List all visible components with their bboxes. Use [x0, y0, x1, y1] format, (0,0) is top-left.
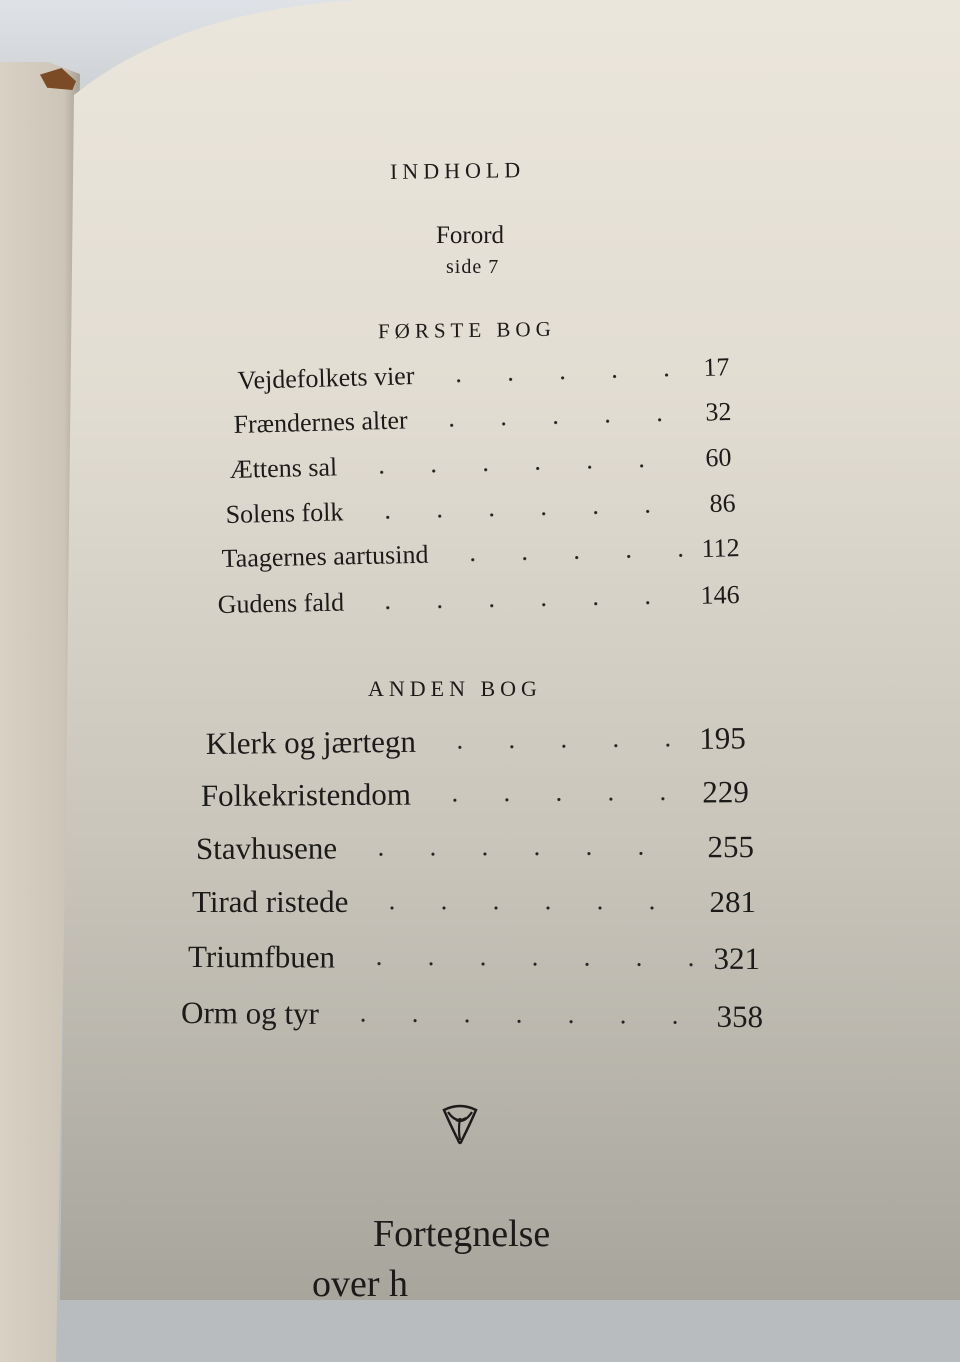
dot-leader: [434, 743, 681, 750]
chapter-page: 195: [699, 720, 746, 756]
chapter-title: Klerk og jærtegn: [205, 723, 417, 762]
footer-partial-line: over h: [312, 1263, 409, 1305]
chapter-page: 17: [702, 352, 730, 382]
chapter-page: 229: [702, 774, 749, 810]
chapter-title: Triumfbuen: [188, 939, 336, 975]
chapter-page: 60: [705, 442, 732, 473]
toc-entry[interactable]: [196, 829, 754, 867]
book-2-title: ANDEN BOG: [368, 676, 542, 701]
chapter-page: 146: [700, 579, 740, 610]
chapter-page: 281: [709, 884, 756, 919]
chapter-title: Stavhusene: [195, 830, 338, 866]
toc-entry[interactable]: [206, 720, 746, 762]
footer-title: Fortegnelse: [373, 1213, 551, 1255]
dot-leader: [433, 372, 686, 383]
right-page: [60, 0, 960, 1300]
toc-entry[interactable]: [201, 774, 749, 814]
foreword-page: side 7: [446, 256, 500, 278]
dot-leader: [361, 508, 691, 519]
chapter-page: 321: [713, 940, 761, 976]
chapter-title: Orm og tyr: [181, 995, 320, 1031]
dot-leader: [429, 797, 684, 803]
toc-entry[interactable]: [192, 884, 756, 920]
chapter-page: 112: [701, 533, 740, 563]
chapter-title: Taagernes aartusind: [221, 539, 429, 574]
chapter-title: Frændernes alter: [233, 405, 408, 440]
chapter-title: Folkekristendom: [200, 776, 412, 813]
chapter-title: Tirad ristede: [192, 884, 349, 919]
triquetra-icon: [440, 1104, 480, 1148]
chapter-page: 358: [716, 998, 764, 1035]
toc-entry[interactable]: [188, 939, 760, 977]
dot-leader: [447, 553, 684, 562]
foreword-title: Forord: [436, 222, 505, 249]
chapter-title: Vejdefolkets vier: [237, 361, 415, 396]
dot-leader: [355, 851, 689, 856]
chapter-title: Solens folk: [225, 497, 344, 530]
toc-entry[interactable]: [181, 995, 763, 1035]
dot-leader: [366, 906, 691, 910]
dot-leader: [362, 600, 683, 610]
dot-leader: [337, 1018, 699, 1025]
chapter-title: Ættens sal: [229, 452, 338, 485]
book-1-title: FØRSTE BOG: [377, 316, 556, 344]
dot-leader: [353, 962, 696, 967]
chapter-title: Gudens fald: [217, 587, 345, 620]
chapter-page: 86: [709, 488, 736, 519]
chapter-page: 32: [705, 396, 732, 427]
page-heading: INDHOLD: [389, 157, 526, 184]
dot-leader: [426, 417, 688, 428]
dot-leader: [355, 463, 687, 475]
chapter-page: 255: [707, 829, 754, 865]
